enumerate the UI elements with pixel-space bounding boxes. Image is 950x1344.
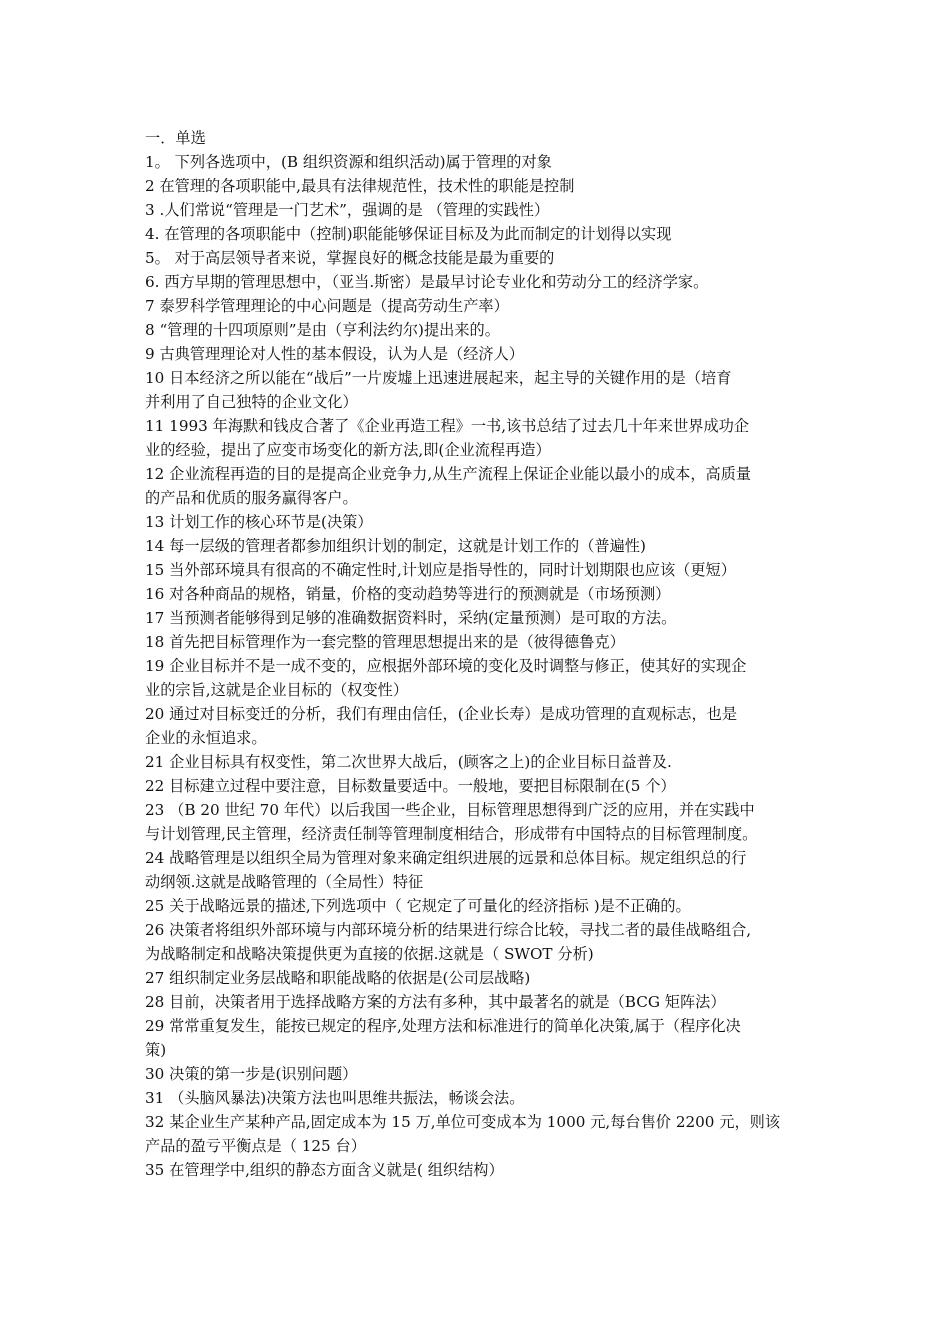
- text-line: 27 组织制定业务层战略和职能战略的依据是(公司层战略): [145, 969, 531, 987]
- text-line: 16 对各种商品的规格，销量，价格的变动趋势等进行的预测就是（市场预测）: [145, 585, 671, 603]
- text-line: 31 （头脑风暴法)决策方法也叫思维共振法，畅谈会法。: [145, 1089, 525, 1107]
- text-line: 9 古典管理理论对人性的基本假设，认为人是（经济人）: [145, 345, 524, 363]
- text-line: 24 战略管理是以组织全局为管理对象来确定组织进展的远景和总体目标。规定组织总的行: [145, 849, 747, 867]
- text-line: 10 日本经济之所以能在“战后”一片废墟上迅速进展起来，起主导的关键作用的是（培育: [145, 369, 732, 387]
- text-line: 并利用了自己独特的企业文化）: [145, 393, 358, 411]
- text-line: 30 决策的第一步是(识别问题）: [145, 1065, 358, 1083]
- section-heading: 一．单选: [145, 129, 206, 147]
- text-line: 14 每一层级的管理者都参加组织计划的制定，这就是计划工作的（普遍性): [145, 537, 646, 555]
- text-line: 21 企业目标具有权变性，第二次世界大战后，(顾客之上)的企业目标日益普及.: [145, 753, 672, 771]
- text-line: 与计划管理,民主管理，经济责任制等管理制度相结合，形成带有中国特点的目标管理制度。: [145, 825, 758, 843]
- text-line: 3 .人们常说“管理是一门艺术”，强调的是 （管理的实践性）: [145, 201, 550, 219]
- text-line: 15 当外部环境具有很高的不确定性时,计划应是指导性的，同时计划期限也应该（更短）: [145, 561, 736, 579]
- text-line: 11 1993 年海默和钱皮合著了《企业再造工程》一书,该书总结了过去几十年来世界成功企: [145, 417, 750, 435]
- text-line: 企业的永恒追求。: [145, 729, 267, 747]
- text-line: 4. 在管理的各项职能中（控制)职能能够保证目标及为此而制定的计划得以实现: [145, 225, 672, 243]
- text-line: 17 当预测者能够得到足够的准确数据资料时，采纳(定量预测）是可取的方法。: [145, 609, 677, 627]
- text-line: 1。 下列各选项中，(B 组织资源和组织活动)属于管理的对象: [145, 153, 552, 171]
- text-line: 6. 西方早期的管理思想中，（亚当.斯密）是最早讨论专业化和劳动分工的经济学家。: [145, 273, 709, 291]
- text-line: 12 企业流程再造的目的是提高企业竞争力,从生产流程上保证企业能以最小的成本，高质量: [145, 465, 752, 483]
- text-line: 13 计划工作的核心环节是(决策）: [145, 513, 373, 531]
- text-line: 8 “管理的十四项原则”是由（亨利法约尔)提出来的。: [145, 321, 500, 339]
- text-line: 25 关于战略远景的描述,下列选项中（ 它规定了可量化的经济指标 )是不正确的。: [145, 897, 691, 915]
- text-line: 5。 对于高层领导者来说，掌握良好的概念技能是最为重要的: [145, 249, 555, 267]
- text-line: 28 目前，决策者用于选择战略方案的方法有多种，其中最著名的就是（BCG 矩阵法）: [145, 993, 726, 1011]
- text-line: 32 某企业生产某种产品,固定成本为 15 万,单位可变成本为 1000 元,每台售价 2200 元，则该: [145, 1113, 781, 1131]
- text-line: 业的宗旨,这就是企业目标的（权变性）: [145, 681, 409, 699]
- text-line: 产品的盈亏平衡点是（ 125 台）: [145, 1137, 366, 1155]
- text-line: 35 在管理学中,组织的静态方面含义就是( 组织结构）: [145, 1161, 504, 1179]
- text-line: 26 决策者将组织外部环境与内部环境分析的结果进行综合比较，寻找二者的最佳战略组合,: [145, 921, 752, 939]
- text-line: 7 泰罗科学管理理论的中心问题是（提高劳动生产率）: [145, 297, 509, 315]
- text-line: 动纲领.这就是战略管理的（全局性）特征: [145, 873, 424, 891]
- text-line: 业的经验，提出了应变市场变化的新方法,即(企业流程再造）: [145, 441, 551, 459]
- text-line: 的产品和优质的服务赢得客户。: [145, 489, 358, 507]
- text-line: 19 企业目标并不是一成不变的，应根据外部环境的变化及时调整与修正，使其好的实现企: [145, 657, 747, 675]
- question-list: [145, 150, 811, 1182]
- document-page: [145, 126, 811, 1182]
- text-line: 策): [145, 1041, 167, 1059]
- text-line: 29 常常重复发生，能按已规定的程序,处理方法和标准进行的简单化决策,属于（程序化决: [145, 1017, 741, 1035]
- text-line: 22 目标建立过程中要注意，目标数量要适中。一般地，要把目标限制在(5 个）: [145, 777, 676, 795]
- text-line: 20 通过对目标变迁的分析，我们有理由信任，(企业长寿）是成功管理的直观标志，也是: [145, 705, 738, 723]
- text-line: 23 （B 20 世纪 70 年代）以后我国一些企业，目标管理思想得到广泛的应用，并在实践中: [145, 801, 755, 819]
- text-line: 18 首先把目标管理作为一套完整的管理思想提出来的是（彼得德鲁克）: [145, 633, 625, 651]
- text-line: 为战略制定和战略决策提供更为直接的依据.这就是（ SWOT 分析): [145, 945, 594, 963]
- text-line: 2 在管理的各项职能中,最具有法律规范性，技术性的职能是控制: [145, 177, 575, 195]
